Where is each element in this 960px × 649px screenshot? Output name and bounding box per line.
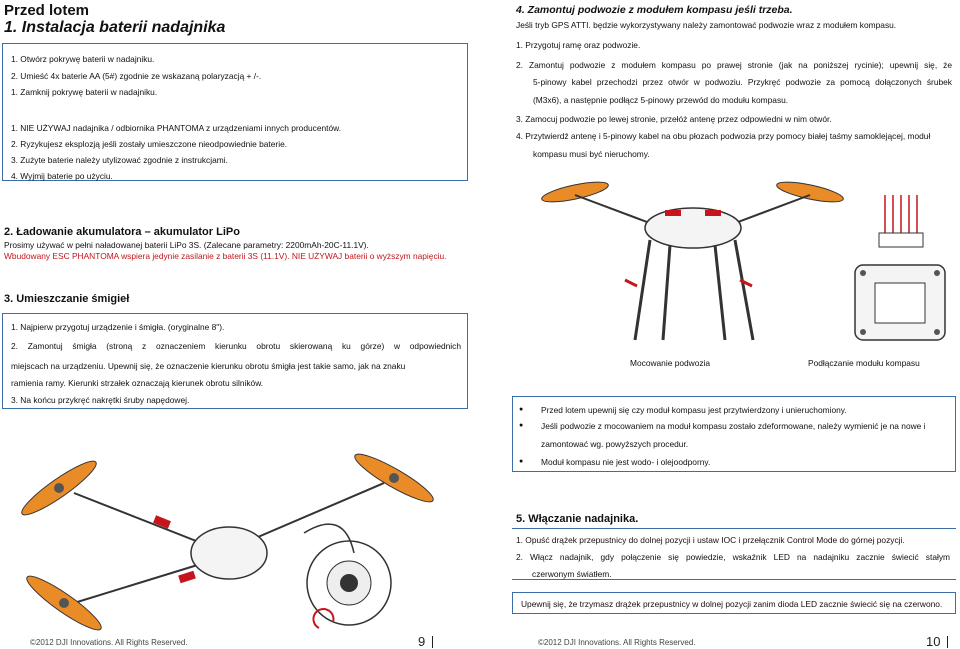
compass-note: Jeśli podwozie z mocowaniem na moduł kompasu zostało zdeformowane, należy wymienić je na nowe i — [541, 421, 926, 431]
page-divider — [947, 636, 948, 648]
propeller-rear-left — [22, 570, 106, 636]
propeller-front-right — [351, 448, 438, 509]
battery-box — [2, 43, 468, 181]
section-2-warning: Wbudowany ESC PHANTOMA wspiera jedynie zasilanie z baterii 3S (11.1V). NIE UŻYWAJ baterii o wyższym napięciu. — [4, 251, 447, 261]
section-4-step-cont: kompasu musi być nieruchomy. — [533, 149, 650, 159]
battery-warning: 3. Zużyte baterie należy utylizować zgodnie z instrukcjami. — [11, 155, 228, 165]
section-2-text: Prosimy używać w pełni naładowanej baterii LiPo 3S. (Zalecane parametry: 2200mAh-20C-11.1V). — [4, 240, 369, 250]
section-4-step: 1. Przygotuj ramę oraz podwozie. — [516, 40, 641, 50]
section-4-step-cont: (M3x6), a następnie podłącz 5-pinowy przewód do modułu kompasu. — [533, 95, 789, 105]
compass-note-cont: zamontować wg. powyższych procedur. — [541, 439, 689, 449]
section-5-title: 5. Włączanie nadajnika. — [516, 513, 639, 525]
page-number: 10 — [926, 634, 941, 649]
drone-propeller-illustration — [4, 413, 464, 633]
section-2-title: 2. Ładowanie akumulatora – akumulator LiPo — [4, 226, 240, 238]
battery-warning: 2. Ryzykujesz eksplozją jeśli zostały umieszczone nieodpowiednie baterie. — [11, 139, 288, 149]
caption-compass: Podłączanie modułu kompasu — [808, 358, 920, 368]
section-3-title: 3. Umieszczanie śmigieł — [4, 293, 130, 305]
bullet-icon: ● — [519, 406, 524, 413]
compass-notes-box — [512, 396, 956, 472]
page-header: Przed lotem — [4, 2, 90, 19]
propeller-step: 3. Na końcu przykręć nakrętki śruby napędowej. — [11, 395, 190, 405]
section-4-step: 4. Przytwierdź antenę i 5-pinowy kabel na obu płozach podwozia przy pomocy białej taśmy samoklejącej, moduł — [516, 131, 931, 141]
propeller-step-cont: ramienia ramy. Kierunki strzałek oznaczają kierunek obrotu silników. — [11, 378, 264, 388]
footer-copyright: ©2012 DJI Innovations. All Rights Reserved. — [30, 638, 188, 647]
footer-copyright: ©2012 DJI Innovations. All Rights Reserved. — [538, 638, 696, 647]
battery-step: 1. Otwórz pokrywę baterii w nadajniku. — [11, 54, 155, 64]
battery-warning: 1. NIE UŻYWAJ nadajnika / odbiornika PHANTOMA z urządzeniami innych producentów. — [11, 123, 342, 133]
transmitter-step: 1. Opuść drążek przepustnicy do dolnej pozycji i ustaw IOC i przełącznik Control Mode do górnej pozycji. — [516, 535, 905, 545]
propeller-box — [2, 313, 468, 409]
page-number: 9 — [418, 634, 426, 649]
compass-note: Moduł kompasu nie jest wodo- i olejoodporny. — [541, 457, 711, 467]
section-4-intro: Jeśli tryb GPS ATTI. będzie wykorzystywany należy zamontować podwozie wraz z modułem kompasu. — [516, 20, 897, 30]
battery-step: 1. Zamknij pokrywę baterii w nadajniku. — [11, 87, 158, 97]
page-divider — [432, 636, 433, 648]
landing-gear-illustration — [545, 170, 845, 360]
section-4-step: 2. Zamontuj podwozie z modułem kompasu po prawej stronie (jak na poniższej rycinie); upewnij się, że — [516, 60, 952, 70]
section-4-title: 4. Zamontuj podwozie z modułem kompasu jeśli trzeba. — [516, 4, 793, 16]
note-box — [512, 592, 956, 614]
battery-step: 2. Umieść 4x baterie AA (5#) zgodnie ze wskazaną polaryzacją + /-. — [11, 71, 262, 81]
section-4-step-cont: 5-pinowy kabel przechodzi przez otwór w podwoziu. Przykręć podwozie za pomocą dołączonych śrubek — [533, 77, 952, 87]
section-1-title: 1. Instalacja baterii nadajnika — [4, 19, 226, 36]
caption-landing-gear: Mocowanie podwozia — [630, 358, 711, 368]
compass-module-illustration — [845, 195, 955, 345]
propeller-step-cont: miejscach na urządzeniu. Upewnij się, że oznaczenie kierunku obrotu śmigła jest takie samo, jak na znaku — [11, 361, 406, 371]
bullet-icon: ● — [519, 458, 524, 465]
propeller-step: 1. Najpierw przygotuj urządzenie i śmigła. (oryginalne 8"). — [11, 322, 225, 332]
battery-warning: 4. Wyjmij baterie po użyciu. — [11, 171, 113, 181]
transmitter-box — [512, 528, 956, 580]
transmitter-step: 2. Włącz nadajnik, gdy połączenie się powiedzie, wskaźnik LED na nadajniku zacznie świecić stałym — [516, 552, 950, 562]
transmitter-step-cont: czerwonym światłem. — [532, 569, 612, 579]
propeller-step: 2. Zamontuj śmigła (stroną z oznaczeniem kierunku obrotu skierowaną ku górze) w odpowiednich — [11, 341, 461, 351]
throttle-note: Upewnij się, że trzymasz drążek przepustnicy w dolnej pozycji zanim dioda LED zacznie świecić się na czerwono. — [521, 599, 943, 609]
section-4-step: 3. Zamocuj podwozie po lewej stronie, przełóż antenę przez odpowiedni w nim otwór. — [516, 114, 832, 124]
propeller-front-left — [17, 455, 101, 521]
compass-note: Przed lotem upewnij się czy moduł kompasu jest przytwierdzony i unieruchomiony. — [541, 405, 847, 415]
bullet-icon: ● — [519, 422, 524, 429]
